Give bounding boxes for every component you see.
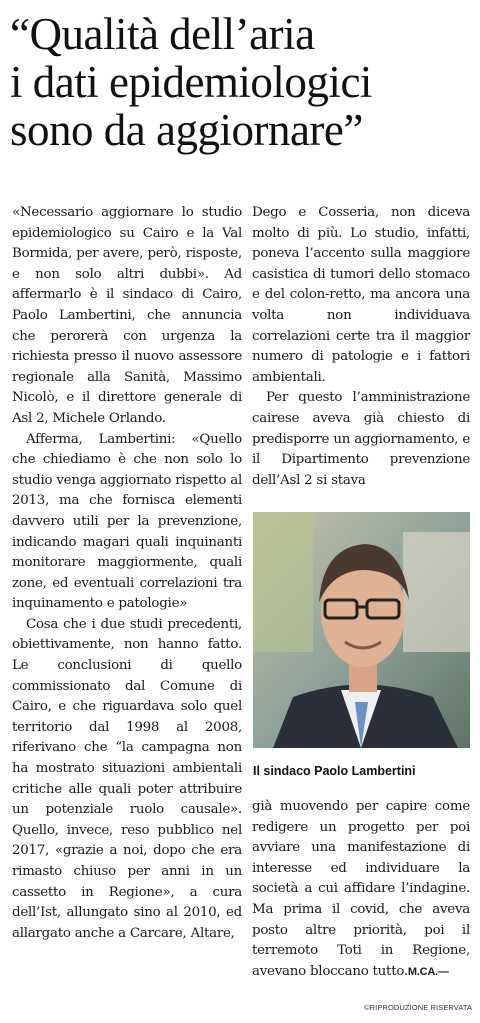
headline-line-2: i dati epidemiologici xyxy=(10,57,372,107)
paragraph-text: già muovendo per capire come redigere un progetto per poi avviare una manifestazione di interesse ed individuare la società a cui affidare l’indagine. Ma prima il covid, che aveva posto altre priorità, poi il terremoto Toti in Regione, avevano bloccano tutto. xyxy=(252,799,470,979)
copyright-notice: ©RIPRODUZIONE RISERVATA xyxy=(364,1003,473,1012)
paragraph: Cosa che i due studi precedenti, obiettivamente, non hanno fatto. Le conclusioni di quello commissionato dal Comune di Cairo, e che riguardava solo quel territorio dal 1998 al 2008, riferivano che “la campagna non ha mostrato situazioni ambientali critiche alle quali poter attribuire un potenziale ruolo causale». Quello, invece, reso pubblico nel 2017, «grazie a noi, dopo che era rimasto chiuso per anni in un cassetto in Regione», a cura dell’Ist, allungato sino al 2010, ed allargato anche a Carcare, Altare, xyxy=(12,616,242,941)
portrait-photo xyxy=(253,512,470,748)
photo-caption: Il sindaco Paolo Lambertini xyxy=(253,764,416,778)
article-headline xyxy=(10,10,480,154)
headline-line-1: “Qualità dell’aria xyxy=(10,9,315,59)
paragraph: Dego e Cosseria, non diceva molto di più. Lo studio, infatti, poneva l’accento sulla maggiore casistica di tumori dello stomaco e del colon-retto, ma ancora una volta non individuava correlazioni certe tra il maggior numero di patologie e i fattori ambientali. xyxy=(252,205,470,385)
headline-line-3: sono da aggiornare” xyxy=(10,105,363,155)
paragraph: Per questo l’amministrazione cairese aveva già chiesto di predisporre un aggiornamento, e il Dipartimento prevenzione dell’Asl 2 si stava xyxy=(252,390,470,488)
article-column-2 xyxy=(252,203,470,491)
paragraph xyxy=(252,797,470,982)
paragraph: «Necessario aggiornare lo studio epidemiologico su Cairo e la Val Bormida, per avere, però, risposte, e non solo altri dubbi». Ad affermarlo è il sindaco di Cairo, Paolo Lambertini, che annuncia che perorerà con urgenza la richiesta presso il nuovo assessore regionale alla Sanità, Massimo Nicolò, e il direttore generale di Asl 2, Michele Orlando. xyxy=(12,205,242,426)
article-column-2-continued xyxy=(252,797,470,982)
article-column-1 xyxy=(12,203,242,944)
portrait-illustration xyxy=(253,512,470,748)
paragraph: Afferma, Lambertini: «Quello che chiediamo è che non solo lo studio venga aggiornato rispetto al 2013, ma che fornisca elementi davvero utili per la prevenzione, indicando magari quali inquinanti monitorare maggiormente, quali zone, ed eventuali correlazioni tra inquinamento e patologie» xyxy=(12,431,242,612)
author-signature: M.CA.— xyxy=(407,965,449,978)
